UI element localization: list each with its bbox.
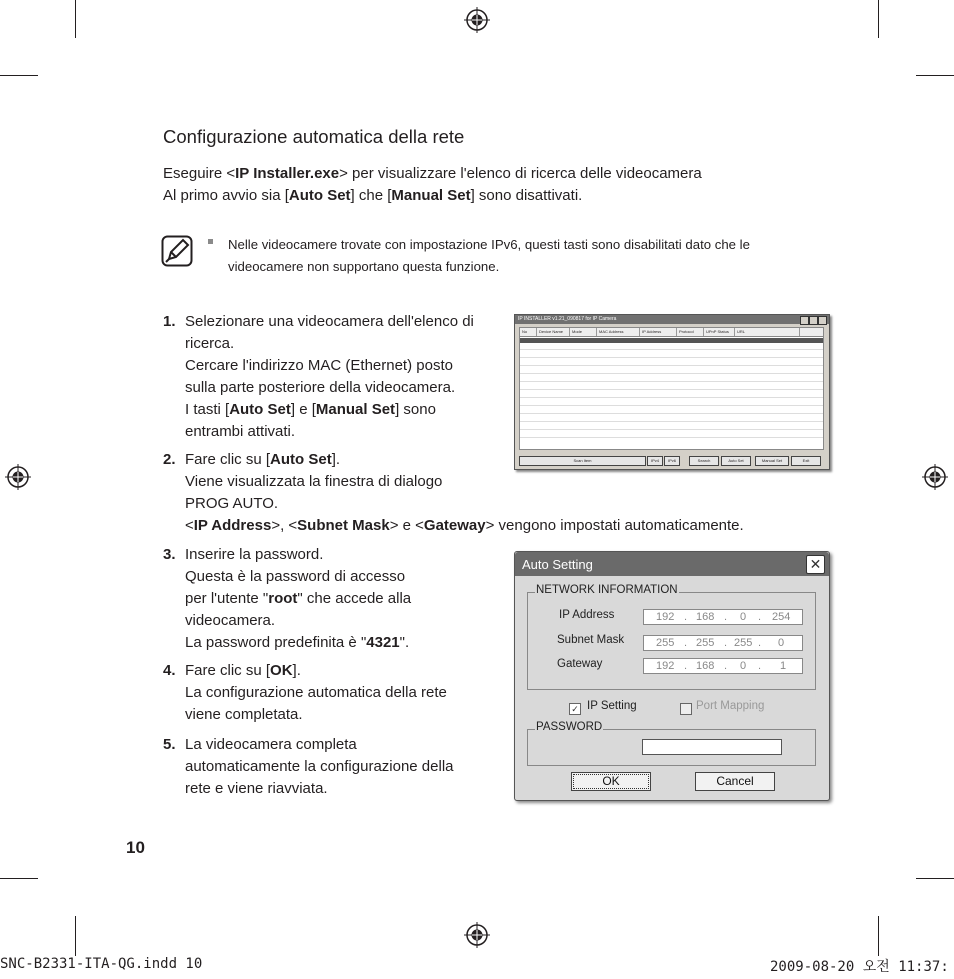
ip-setting-label: IP Setting (587, 700, 637, 712)
auto-set-button: Auto Set (721, 456, 751, 466)
crop-mark (878, 0, 879, 38)
maximize-icon (809, 316, 818, 325)
ip-installer-screenshot (514, 314, 830, 470)
intro-text (163, 163, 702, 207)
step-number: 4. (163, 662, 176, 679)
step-2-text: Fare clic su [Auto Set]. Viene visualizzata la finestra di dialogo PROG AUTO. <IP Address>, <Subnet Mask> e <Gateway> vengono impostati automaticamente. (185, 451, 744, 534)
gateway-field: 192 . 168 . 0 . 1 (643, 658, 803, 674)
minimize-icon (800, 316, 809, 325)
column-header: MAC Address (597, 328, 640, 336)
ip-address-label: IP Address (559, 609, 615, 621)
dialog-title: Auto Setting (522, 557, 593, 572)
scan-item-field: Scan Item (519, 456, 646, 466)
password-label: PASSWORD (536, 721, 603, 733)
close-icon (818, 316, 827, 325)
column-header: IP Address (640, 328, 677, 336)
step-4-text: Fare clic su [OK]. La configurazione automatica della rete viene completata. (185, 662, 447, 723)
registration-mark-icon (922, 464, 948, 490)
note-text: Nelle videocamere trovate con impostazione IPv6, questi tasti sono disabilitati dato che le videocamere non supportano questa funzione. (228, 237, 750, 274)
ip-installer-titlebar (515, 315, 829, 324)
registration-mark-icon (464, 7, 490, 33)
note-bullet (208, 239, 213, 244)
ipv4-checkbox: IPv4 (647, 456, 663, 466)
dialog-titlebar (515, 552, 829, 576)
password-input (642, 739, 782, 755)
crop-mark (916, 75, 954, 76)
selected-camera-row (520, 338, 823, 343)
intro-line-1: Eseguire <IP Installer.exe> per visualizzare l'elenco di ricerca delle videocamera (163, 165, 702, 182)
registration-mark-icon (5, 464, 31, 490)
step-number: 3. (163, 546, 176, 563)
column-header: UPnP Status (704, 328, 735, 336)
ip-installer-title: IP INSTALLER v1.21_090817 for IP Camera (518, 316, 617, 322)
step-5-text: La videocamera completa automaticamente la configurazione della rete e viene riavviata. (185, 736, 454, 797)
exit-button: Exit (791, 456, 821, 466)
cancel-button: Cancel (695, 772, 775, 791)
close-icon: ✕ (806, 555, 825, 574)
auto-setting-dialog (514, 551, 830, 801)
ip-address-field: 192 . 168 . 0 . 254 (643, 609, 803, 625)
column-header: URL (735, 328, 800, 336)
step-number: 1. (163, 313, 176, 330)
crop-mark (916, 878, 954, 879)
intro-line-2: Al primo avvio sia [Auto Set] che [Manual Set] sono disattivati. (163, 187, 583, 204)
column-header: Device Name (537, 328, 570, 336)
crop-mark (0, 878, 38, 879)
ip-setting-checkbox: ✓ (569, 703, 581, 715)
network-information-label: NETWORK INFORMATION (536, 584, 678, 596)
section-title: Configurazione automatica della rete (163, 126, 465, 147)
step-3-text: Inserire la password. Questa è la password di accesso per l'utente "root" che accede alla videocamera. La password predefinita è "4321". (185, 546, 412, 651)
gateway-label: Gateway (557, 658, 603, 670)
note-pencil-icon (161, 235, 193, 267)
step-number: 2. (163, 451, 176, 468)
ipv6-checkbox: IPv6 (664, 456, 680, 466)
footer-filename: SNC-B2331-ITA-QG.indd 10 (0, 956, 203, 972)
ok-button: OK (571, 772, 651, 791)
column-header: Mode (570, 328, 597, 336)
crop-mark (75, 916, 76, 956)
search-button: Search (689, 456, 719, 466)
column-header: No (520, 328, 537, 336)
port-mapping-checkbox (680, 703, 692, 715)
crop-mark (0, 75, 38, 76)
crop-mark (75, 0, 76, 38)
crop-mark (878, 916, 879, 956)
manual-set-button: Manual Set (755, 456, 789, 466)
page-number: 10 (126, 838, 145, 857)
subnet-mask-field: 255 . 255 . 255 . 0 (643, 635, 803, 651)
subnet-mask-label: Subnet Mask (557, 634, 625, 646)
port-mapping-label: Port Mapping (696, 700, 765, 712)
registration-mark-icon (464, 922, 490, 948)
camera-list (519, 336, 824, 450)
step-number: 5. (163, 736, 176, 753)
step-1-text: Selezionare una videocamera dell'elenco di ricerca. Cercare l'indirizzo MAC (Ethernet) posto sulla parte posteriore della videocamera. I tasti [Auto Set] e [Manual Set] sono entrambi attivati. (185, 313, 474, 440)
column-header: Protocol (677, 328, 704, 336)
footer-date: 2009-08-20 오전 11:37: (770, 959, 949, 975)
